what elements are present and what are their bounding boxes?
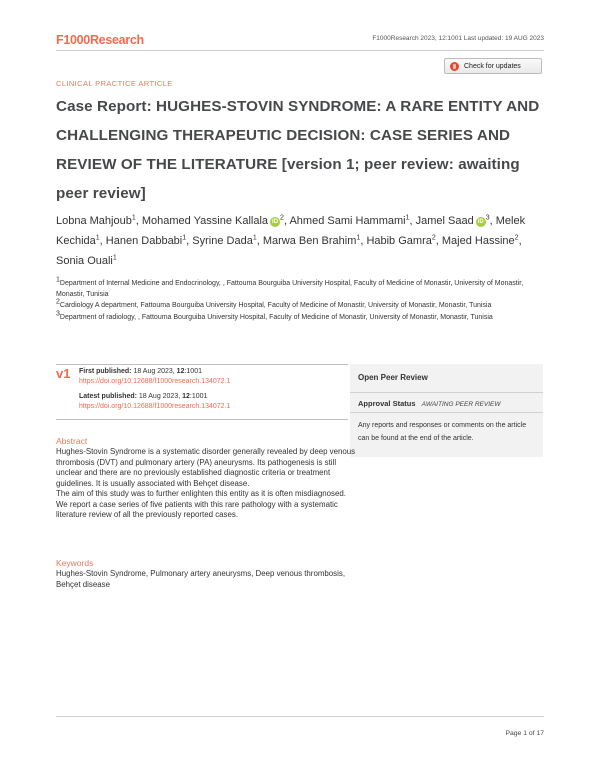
affiliation-text: Cardiology A department, Fattouma Bourguiba University Hospital, Faculty of Medicine of Monastir, University of Monastir, Monastir, Tunisia	[59, 302, 492, 310]
panel-divider-2	[350, 412, 543, 413]
author-name: Habib Gamra	[366, 235, 432, 247]
author-name: Syrine Dada	[192, 235, 253, 247]
author-separator: ,	[99, 235, 106, 247]
first-published-date: 18 Aug 2023,	[133, 368, 177, 375]
latest-published-doi-link[interactable]: https://doi.org/10.12688/f1000research.134072.1	[79, 402, 231, 410]
author-affiliation-number: 2	[280, 214, 284, 222]
author-name: Sonia Ouali	[56, 255, 113, 267]
first-published-volume: 12	[176, 368, 185, 375]
author[interactable]	[56, 255, 117, 267]
author-separator: ,	[135, 215, 142, 227]
author-list	[56, 211, 526, 271]
author[interactable]	[366, 235, 435, 247]
logo-prefix: F1000	[56, 33, 90, 47]
affiliation	[56, 276, 546, 300]
abstract-heading: Abstract	[56, 436, 88, 446]
affiliation-number: 2	[56, 298, 60, 306]
affiliation	[56, 298, 546, 312]
page-number: Page 1 of 17	[505, 730, 544, 737]
orcid-icon[interactable]: iD	[477, 219, 484, 225]
version-label: v1	[56, 366, 71, 381]
abstract-paragraph-2: The aim of this study was to further enlighten this entity as it is often misdiagnosed. We report a case series of five patients with this rare pathology with a systematic literature review of all the previously reported cases.	[56, 489, 346, 519]
crossmark-icon	[450, 62, 459, 71]
author[interactable]	[442, 235, 519, 247]
author[interactable]	[416, 215, 490, 227]
keywords-text: Hughes-Stovin Syndrome, Pulmonary artery aneurysms, Deep venous thrombosis, Behçet disease	[56, 569, 346, 589]
author-separator: ,	[435, 235, 442, 247]
abstract-paragraph-1: Hughes-Stovin Syndrome is a systematic disorder generally revealed by deep venous thrombosis (DVT) and pulmonary artery (PA) aneurysms. Its pathogenesis is still unclear and there are no previously established diagnostic criteria or treatment guidelines. It is usually associated with Behçet disease.	[56, 447, 356, 488]
author-name: Marwa Ben Brahim	[262, 235, 357, 247]
author-separator: ,	[360, 235, 367, 247]
peer-review-note: Any reports and responses or comments on the article can be found at the end of the article.	[358, 422, 527, 442]
keywords-heading: Keywords	[56, 558, 94, 568]
affiliation	[56, 310, 546, 324]
author-separator: ,	[186, 235, 193, 247]
affiliation-text: Department of radiology, , Fattouma Bourguiba University Hospital, Faculty of Medicine of Monastir, University of Monastir, Monastir, Tunisia	[59, 313, 493, 321]
author-affiliation-number: 3	[485, 214, 490, 222]
check-for-updates-button[interactable]	[444, 58, 542, 74]
peer-review-title: Open Peer Review	[358, 373, 428, 382]
author-name: Lobna Mahjoub	[56, 215, 132, 227]
journal-logo[interactable]	[56, 33, 144, 47]
author-affiliation-number: 2	[514, 234, 519, 242]
header-meta: F1000Research 2023, 12:1001 Last updated: 19 AUG 2023	[372, 35, 544, 42]
article-title: Case Report: HUGHES-STOVIN SYNDROME: A RARE ENTITY AND CHALLENGING THERAPEUTIC DECISION: CASE SERIES AND REVIEW OF THE LITERATURE [version 1; peer review: awaiting peer review]	[56, 98, 540, 202]
author[interactable]	[289, 215, 409, 227]
author-separator: ,	[409, 215, 413, 227]
author-separator: ,	[518, 235, 522, 247]
latest-published-date: 18 Aug 2023,	[138, 393, 183, 400]
author-name: Melek Kechida	[56, 215, 526, 247]
author-separator: ,	[283, 215, 290, 227]
first-published-doi-link[interactable]: https://doi.org/10.12688/f1000research.134072.1	[79, 377, 231, 385]
orcid-icon[interactable]: iD	[272, 219, 279, 225]
first-published-number: :1001	[184, 368, 202, 375]
author-affiliation-number: 1	[95, 234, 100, 242]
author-name: Majed Hassine	[441, 235, 515, 247]
author-separator: ,	[489, 215, 496, 227]
author[interactable]	[263, 235, 360, 247]
author[interactable]	[142, 215, 284, 227]
first-published-label: First published:	[79, 368, 132, 375]
author-affiliation-number: 1	[112, 254, 117, 262]
author-affiliation-number: 1	[252, 234, 257, 242]
header-divider	[56, 50, 544, 51]
approval-status	[358, 399, 500, 408]
author-name: Jamel Saad	[415, 215, 474, 227]
latest-published-label: Latest published:	[79, 393, 137, 400]
latest-published-number: :1001	[189, 393, 208, 400]
author[interactable]	[106, 235, 186, 247]
affiliation-text: Department of Internal Medicine and Endocrinology, , Fattouma Bourguiba University Hospital, Faculty of Medicine of Monastir, University of Monastir, Monastir, Tunisia	[56, 280, 524, 298]
author-affiliation-number: 1	[356, 234, 361, 242]
author-name: Hanen Dabbabi	[105, 235, 183, 247]
footer-divider	[56, 716, 544, 717]
affiliation-number: 3	[56, 310, 60, 318]
author[interactable]	[56, 215, 136, 227]
latest-published-volume: 12	[182, 393, 190, 400]
author-name: Ahmed Sami Hammami	[289, 215, 406, 227]
author-separator: ,	[256, 235, 260, 247]
latest-published	[79, 392, 230, 411]
first-published	[79, 367, 230, 386]
author-affiliation-number: 1	[182, 234, 187, 242]
version-top-divider	[56, 364, 348, 365]
article-type: CLINICAL PRACTICE ARTICLE	[56, 79, 173, 88]
version-bottom-divider	[56, 419, 348, 420]
panel-divider	[350, 392, 543, 393]
author-affiliation-number: 2	[431, 234, 436, 242]
author-name: Mohamed Yassine Kallala	[141, 215, 269, 227]
author[interactable]	[192, 235, 256, 247]
author-affiliation-number: 1	[131, 214, 136, 222]
check-for-updates-label: Check for updates	[464, 62, 521, 70]
logo-suffix: Research	[89, 33, 144, 47]
approval-status-value: AWAITING PEER REVIEW	[421, 401, 501, 408]
approval-status-label: Approval Status	[358, 399, 416, 408]
affiliations	[56, 276, 546, 324]
author-affiliation-number: 1	[405, 214, 410, 222]
affiliation-number: 1	[56, 276, 60, 284]
abstract-body	[56, 447, 356, 521]
